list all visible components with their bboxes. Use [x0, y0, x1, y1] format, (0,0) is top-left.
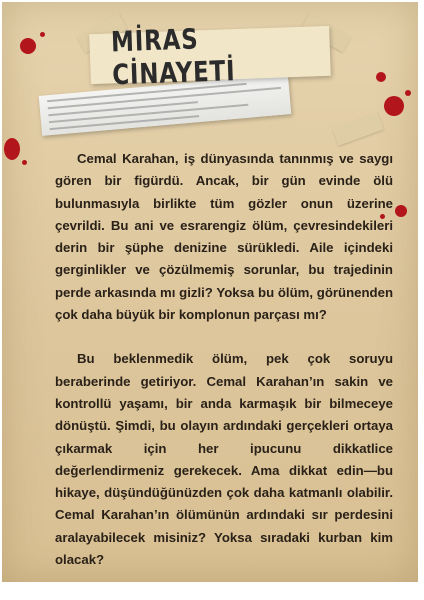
blood-splatter [22, 160, 27, 165]
blood-splatter [4, 138, 20, 160]
page-title: MİRAS CİNAYETİ [110, 22, 236, 92]
title-banner [89, 22, 331, 92]
blood-splatter [40, 32, 45, 37]
blood-splatter [20, 38, 36, 54]
story-paragraph-2: Bu beklenmedik ölüm, pek çok soruyu beraberinde getiriyor. Cemal Karahan’ın sakin ve kontrollü yaşamı, bir anda karmaşık bir bilmeceye dönüştü. Şimdi, bu olayın ardındaki gerçekleri ortaya çıkarmak için her ipucunu dikkatlice değerlendirmeniz gerekecek. Ama dikkat edin—bu hikaye, düşündüğünüzden çok daha katmanlı olabilir. Cemal Karahan’ın ölümünün ardındaki sır perdesini aralayabilecek misiniz? Yoksa sıradaki kurban kim olacak? [55, 351, 393, 568]
story-text [55, 148, 393, 593]
blood-splatter [395, 205, 407, 217]
story-paragraph-1: Cemal Karahan, iş dünyasında tanınmış ve saygı gören bir figürdü. Ancak, bir gün evinde ölü bulunmasıyla birlikte tüm gözler onun üzerine çevrildi. Bu ani ve esrarengiz ölüm, çevresindekileri derin bir şüphe denizine sürükledi. Aile içindeki gerginlikler ve çözülmemiş sorunlar, bu trajedinin perde arkasında mı gizli? Yoksa bu ölüm, görünenden çok daha büyük bir komplonun parçası mı? [55, 151, 393, 323]
blood-splatter [384, 96, 404, 116]
blood-splatter [376, 72, 386, 82]
blood-splatter [405, 90, 411, 96]
